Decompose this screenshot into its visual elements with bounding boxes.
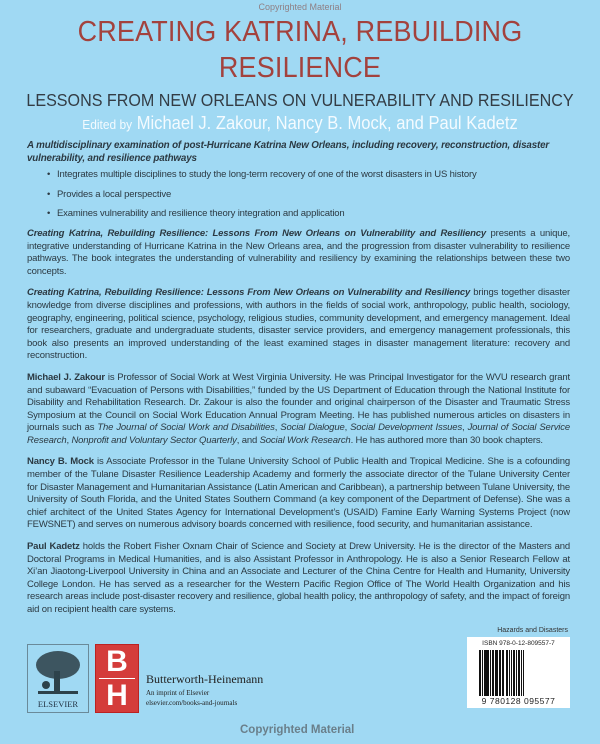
bullet-item: • Provides a local perspective xyxy=(27,189,570,202)
bio-text: is Associate Professor in the Tulane University School of Public Health and Tropical Medicine. She is a cofounding member of the Tulane Disaster Resilience Leadership Academy and formerly the associate director of the Tulane University Center for Disaster Management and Humanitarian Assistance (Latin American and Caribbean), a partnership between Tulane University, the University of South Florida, and the United States Southern Command (a key component of the Department of Defense). She was a chief architect of the United States Agency for International Development’s (USAID) Famine Early Warning Systems Project (now FEWSNET) and serves on numerous advisory boards concerned with resilience, food security, and humanitarian assistance. xyxy=(27,456,570,531)
separator: , xyxy=(462,422,468,434)
bio-zakour xyxy=(27,372,570,448)
bullet-item: • Examines vulnerability and resilience theory integration and application xyxy=(27,208,570,221)
paragraph-body: brings together disaster knowledge from diverse disciplines and professions, with authors in the fields of social work, anthropology, public health, sociology, geography, engineering, political science, psychology, religious studies, community development, and emergency management. Ideal for researchers, graduate and undergraduate students, disaster service providers, and emergency management professionals, this book also presents an improved understanding of the least examined stages in disaster management literature: recovery and reconstruction. xyxy=(27,287,570,362)
bio-name: Paul Kadetz xyxy=(27,541,80,553)
series-name: Hazards and Disasters xyxy=(497,626,568,634)
separator: , xyxy=(66,434,72,446)
elsevier-wordmark: ELSEVIER xyxy=(37,698,79,709)
publisher-name: Butterworth-Heinemann xyxy=(146,671,264,686)
isbn-text: ISBN 978-0-12-809557-7 xyxy=(482,639,555,647)
barcode-bars xyxy=(479,650,558,696)
publisher-url: elsevier.com/books-and-journals xyxy=(146,698,238,707)
separator: , xyxy=(344,422,351,434)
separator: , and xyxy=(236,434,260,446)
journal-name: Social Work Research xyxy=(259,434,351,446)
elsevier-logo xyxy=(27,644,89,713)
barcode-bar xyxy=(524,650,525,696)
bio-text: holds the Robert Fisher Oxnam Chair of Science and Society at Drew University. He is the director of the Masters and Doctoral Programs in Medical Humanities, and is also Assistant Professor in Anthropology. He is also a Senior Research Fellow at Xi’an Jiaotong-Liverpool University in China and an Associate and Lecturer of the China Centre for Health and Humanity, University College London. He has served as a researcher for the Western Pacific Region Office of The World Health Organization and his research areas include post-disaster recovery and resilience, global health policy, the anthropology of safety, and the impact of foreign aid on recipient health care systems. xyxy=(27,541,570,615)
bh-logo-b: B xyxy=(106,644,128,678)
imprint-line: An imprint of Elsevier xyxy=(146,688,210,697)
copyright-watermark-top: Copyrighted Material xyxy=(258,2,342,12)
description-paragraph-2 xyxy=(27,287,570,363)
book-subtitle: LESSONS FROM NEW ORLEANS ON VULNERABILITY AND RESILIENCY xyxy=(26,90,574,110)
cover-footer xyxy=(0,626,600,744)
butterworth-heinemann-logo xyxy=(95,644,139,713)
bh-logo-h: H xyxy=(106,678,128,712)
edited-by-label: Edited by xyxy=(82,117,133,132)
bio-kadetz xyxy=(27,541,570,617)
editor-names: Michael J. Zakour, Nancy B. Mock, and Paul Kadetz xyxy=(136,113,518,133)
isbn-barcode xyxy=(467,637,570,708)
copyright-watermark-bottom: Copyrighted Material xyxy=(240,723,355,736)
bio-mock xyxy=(27,456,570,532)
ean-number: 9 780128 095577 xyxy=(481,695,556,706)
elsevier-tree-icon xyxy=(34,649,82,697)
intro-tagline: A multidisciplinary examination of post-Hurricane Katrina New Orleans, including recovery, reconstruction, disaster vulnerability, and resilience pathways xyxy=(27,140,550,164)
cover-header xyxy=(0,0,600,136)
bio-name: Nancy B. Mock xyxy=(27,456,94,468)
editors-line xyxy=(24,112,576,136)
journal-name: Journal of Social Service Research xyxy=(27,422,571,446)
journal-name: Social Dialogue xyxy=(280,422,345,434)
book-title-italic: Creating Katrina, Rebuilding Resilience: Lessons From New Orleans on Vulnerability and Resiliency xyxy=(27,287,471,299)
description-paragraph-1 xyxy=(27,228,570,278)
book-title: CREATING KATRINA, REBUILDING RESILIENCE xyxy=(77,16,523,84)
bio-text: is Professor of Social Work at West Virginia University. He was Principal Investigator for the WVU research grant and subaward “Evacuation of Persons with Disabilities,” funded by the US Department of Education through the National Institute for Disability and Rehabilitation Research. Dr. Zakour is also the founder and original chairperson of the Disaster and Traumatic Stress Symposium at the Council on Social Work Education Annual Program Meeting. He has published numerous articles on disasters in journals such as xyxy=(27,371,570,434)
separator: , xyxy=(274,422,281,434)
journal-name: The Journal of Social Work and Disabilities xyxy=(97,422,275,434)
journal-name: Social Development Issues xyxy=(350,422,463,434)
journal-name: Nonprofit and Voluntary Sector Quarterly xyxy=(71,434,237,446)
paragraph-body: presents a unique, integrative understanding of Hurricane Katrina in the New Orleans area, and the progression from disaster vulnerability to resilience pathways. The book integrates the understanding of vulnerability and resiliency by examining the relationships between these two concepts. xyxy=(27,227,570,277)
bio-name: Michael J. Zakour xyxy=(27,371,105,383)
bio-text: . He has authored more than 30 book chapters. xyxy=(350,434,543,446)
bullet-item: • Integrates multiple disciplines to study the long-term recovery of one of the worst disasters in US history xyxy=(27,169,570,182)
feature-bullets xyxy=(27,169,570,221)
book-title-italic: Creating Katrina, Rebuilding Resilience: Lessons From New Orleans on Vulnerability and Resiliency xyxy=(27,227,487,239)
text-column xyxy=(27,140,570,617)
